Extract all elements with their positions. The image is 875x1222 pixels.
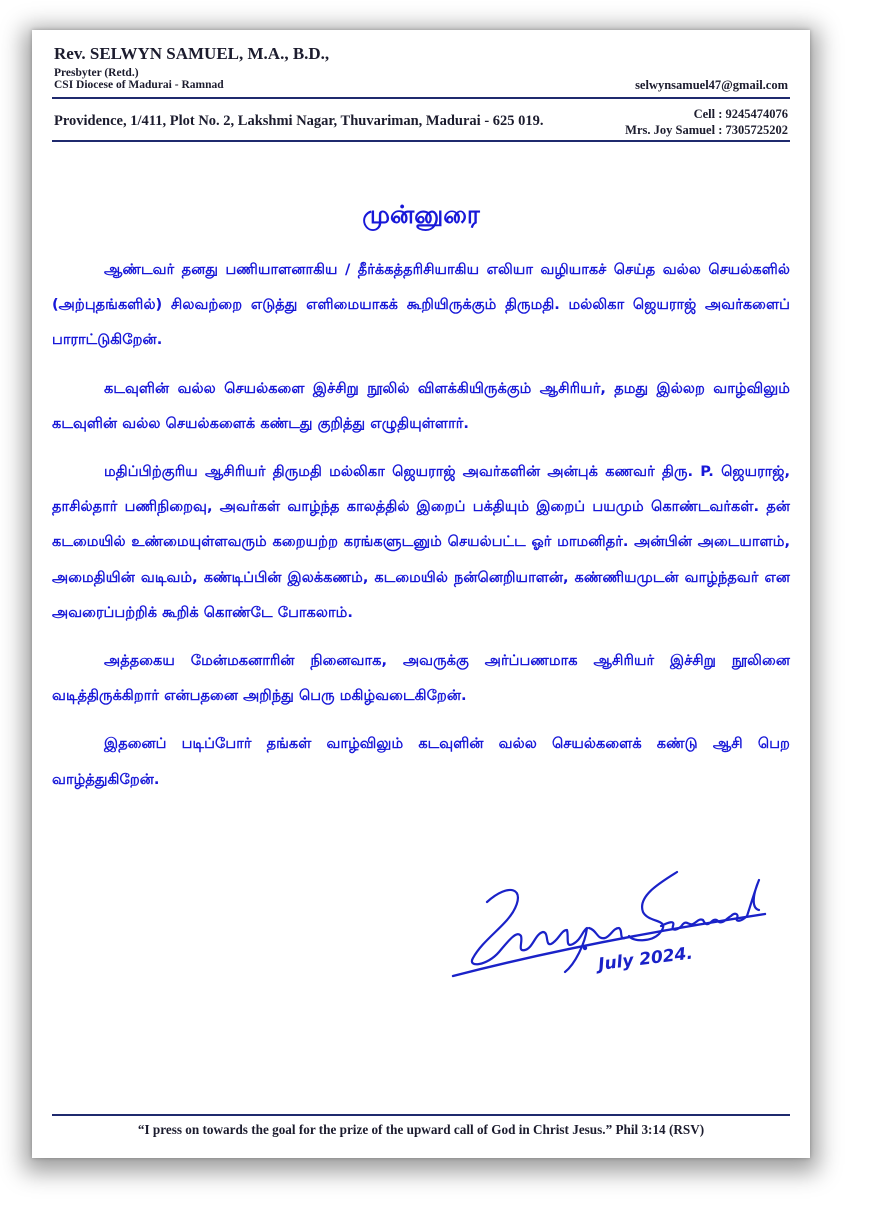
letter-page xyxy=(32,30,810,1158)
letterhead-cell: Cell : 9245474076 xyxy=(693,107,788,121)
letter-title: முன்னுரை xyxy=(362,200,480,229)
paragraph-4: அத்தகைய மேன்மகனாரின் நினைவாக, அவருக்கு அர்ப்பணமாக ஆசிரியர் இச்சிறு நூலினை வடித்திருக்கிறார் என்பதனை அறிந்து பெரு மகிழ்வடைகிறேன். xyxy=(52,652,790,705)
signature-date: July 2024. xyxy=(597,943,694,975)
letterhead-diocese: CSI Diocese of Madurai - Ramnad xyxy=(54,79,224,91)
handwritten-signature xyxy=(447,868,777,978)
header-divider-top xyxy=(52,97,790,99)
paragraph-3: மதிப்பிற்குரிய ஆசிரியர் திருமதி மல்லிகா ஜெயராஜ் அவர்களின் அன்புக் கணவர் திரு. P. ஜெயராஜ், தாசில்தார் பணிநிறைவு, அவர்கள் வாழ்ந்த காலத்தில் இறைப் பக்தியும் இறைப் பயமும் கொண்டவர்கள். தன் கடமையில் உண்மையுள்ளவரும் கறையற்ற கரங்களுடனும் செயல்பட்ட ஓர் மாமனிதர். அன்பின் அடையாளம், அமைதியின் வடிவம், கண்டிப்பின் இலக்கணம், கடமையில் நன்னெறியாளன், கண்ணியமுடன் வாழ்ந்தவர் என அவரைப்பற்றிக் கூறிக் கொண்டே போகலாம். xyxy=(52,463,790,621)
paragraph-5: இதனைப் படிப்போர் தங்கள் வாழ்விலும் கடவுளின் வல்ல செயல்களைக் கண்டு ஆசி பெற வாழ்த்துகிறேன். xyxy=(52,735,790,788)
letterhead-spouse-phone: Mrs. Joy Samuel : 7305725202 xyxy=(625,123,788,137)
footer-verse: “I press on towards the goal for the prize of the upward call of God in Christ Jesus.” Phil 3:14 (RSV) xyxy=(137,1122,705,1137)
paragraph-1: ஆண்டவர் தனது பணியாளனாகிய / தீர்க்கத்தரிசியாகிய எலியா வழியாகச் செய்த வல்ல செயல்களில் (அற்புதங்களில்) சிலவற்றை எடுத்து எளிமையாகக் கூறியிருக்கும் திருமதி. மல்லிகா ஜெயராஜ் அவர்களைப் பாராட்டுகிறேன். xyxy=(52,261,790,349)
paragraph-2: கடவுளின் வல்ல செயல்களை இச்சிறு நூலில் விளக்கியிருக்கும் ஆசிரியர், தமது இல்லற வாழ்விலும் கடவுளின் வல்ல செயல்களைக் கண்டது குறித்து எழுதியுள்ளார். xyxy=(52,379,790,432)
footer-divider xyxy=(52,1114,790,1116)
header-divider-bottom xyxy=(52,140,790,142)
letterhead-name: Rev. SELWYN SAMUEL, M.A., B.D., xyxy=(54,44,330,63)
letterhead-email: selwynsamuel47@gmail.com xyxy=(635,78,788,92)
letterhead-designation: Presbyter (Retd.) xyxy=(54,67,139,79)
letter-body xyxy=(52,252,790,810)
letterhead-address: Providence, 1/411, Plot No. 2, Lakshmi Nagar, Thuvariman, Madurai - 625 019. xyxy=(54,113,544,129)
